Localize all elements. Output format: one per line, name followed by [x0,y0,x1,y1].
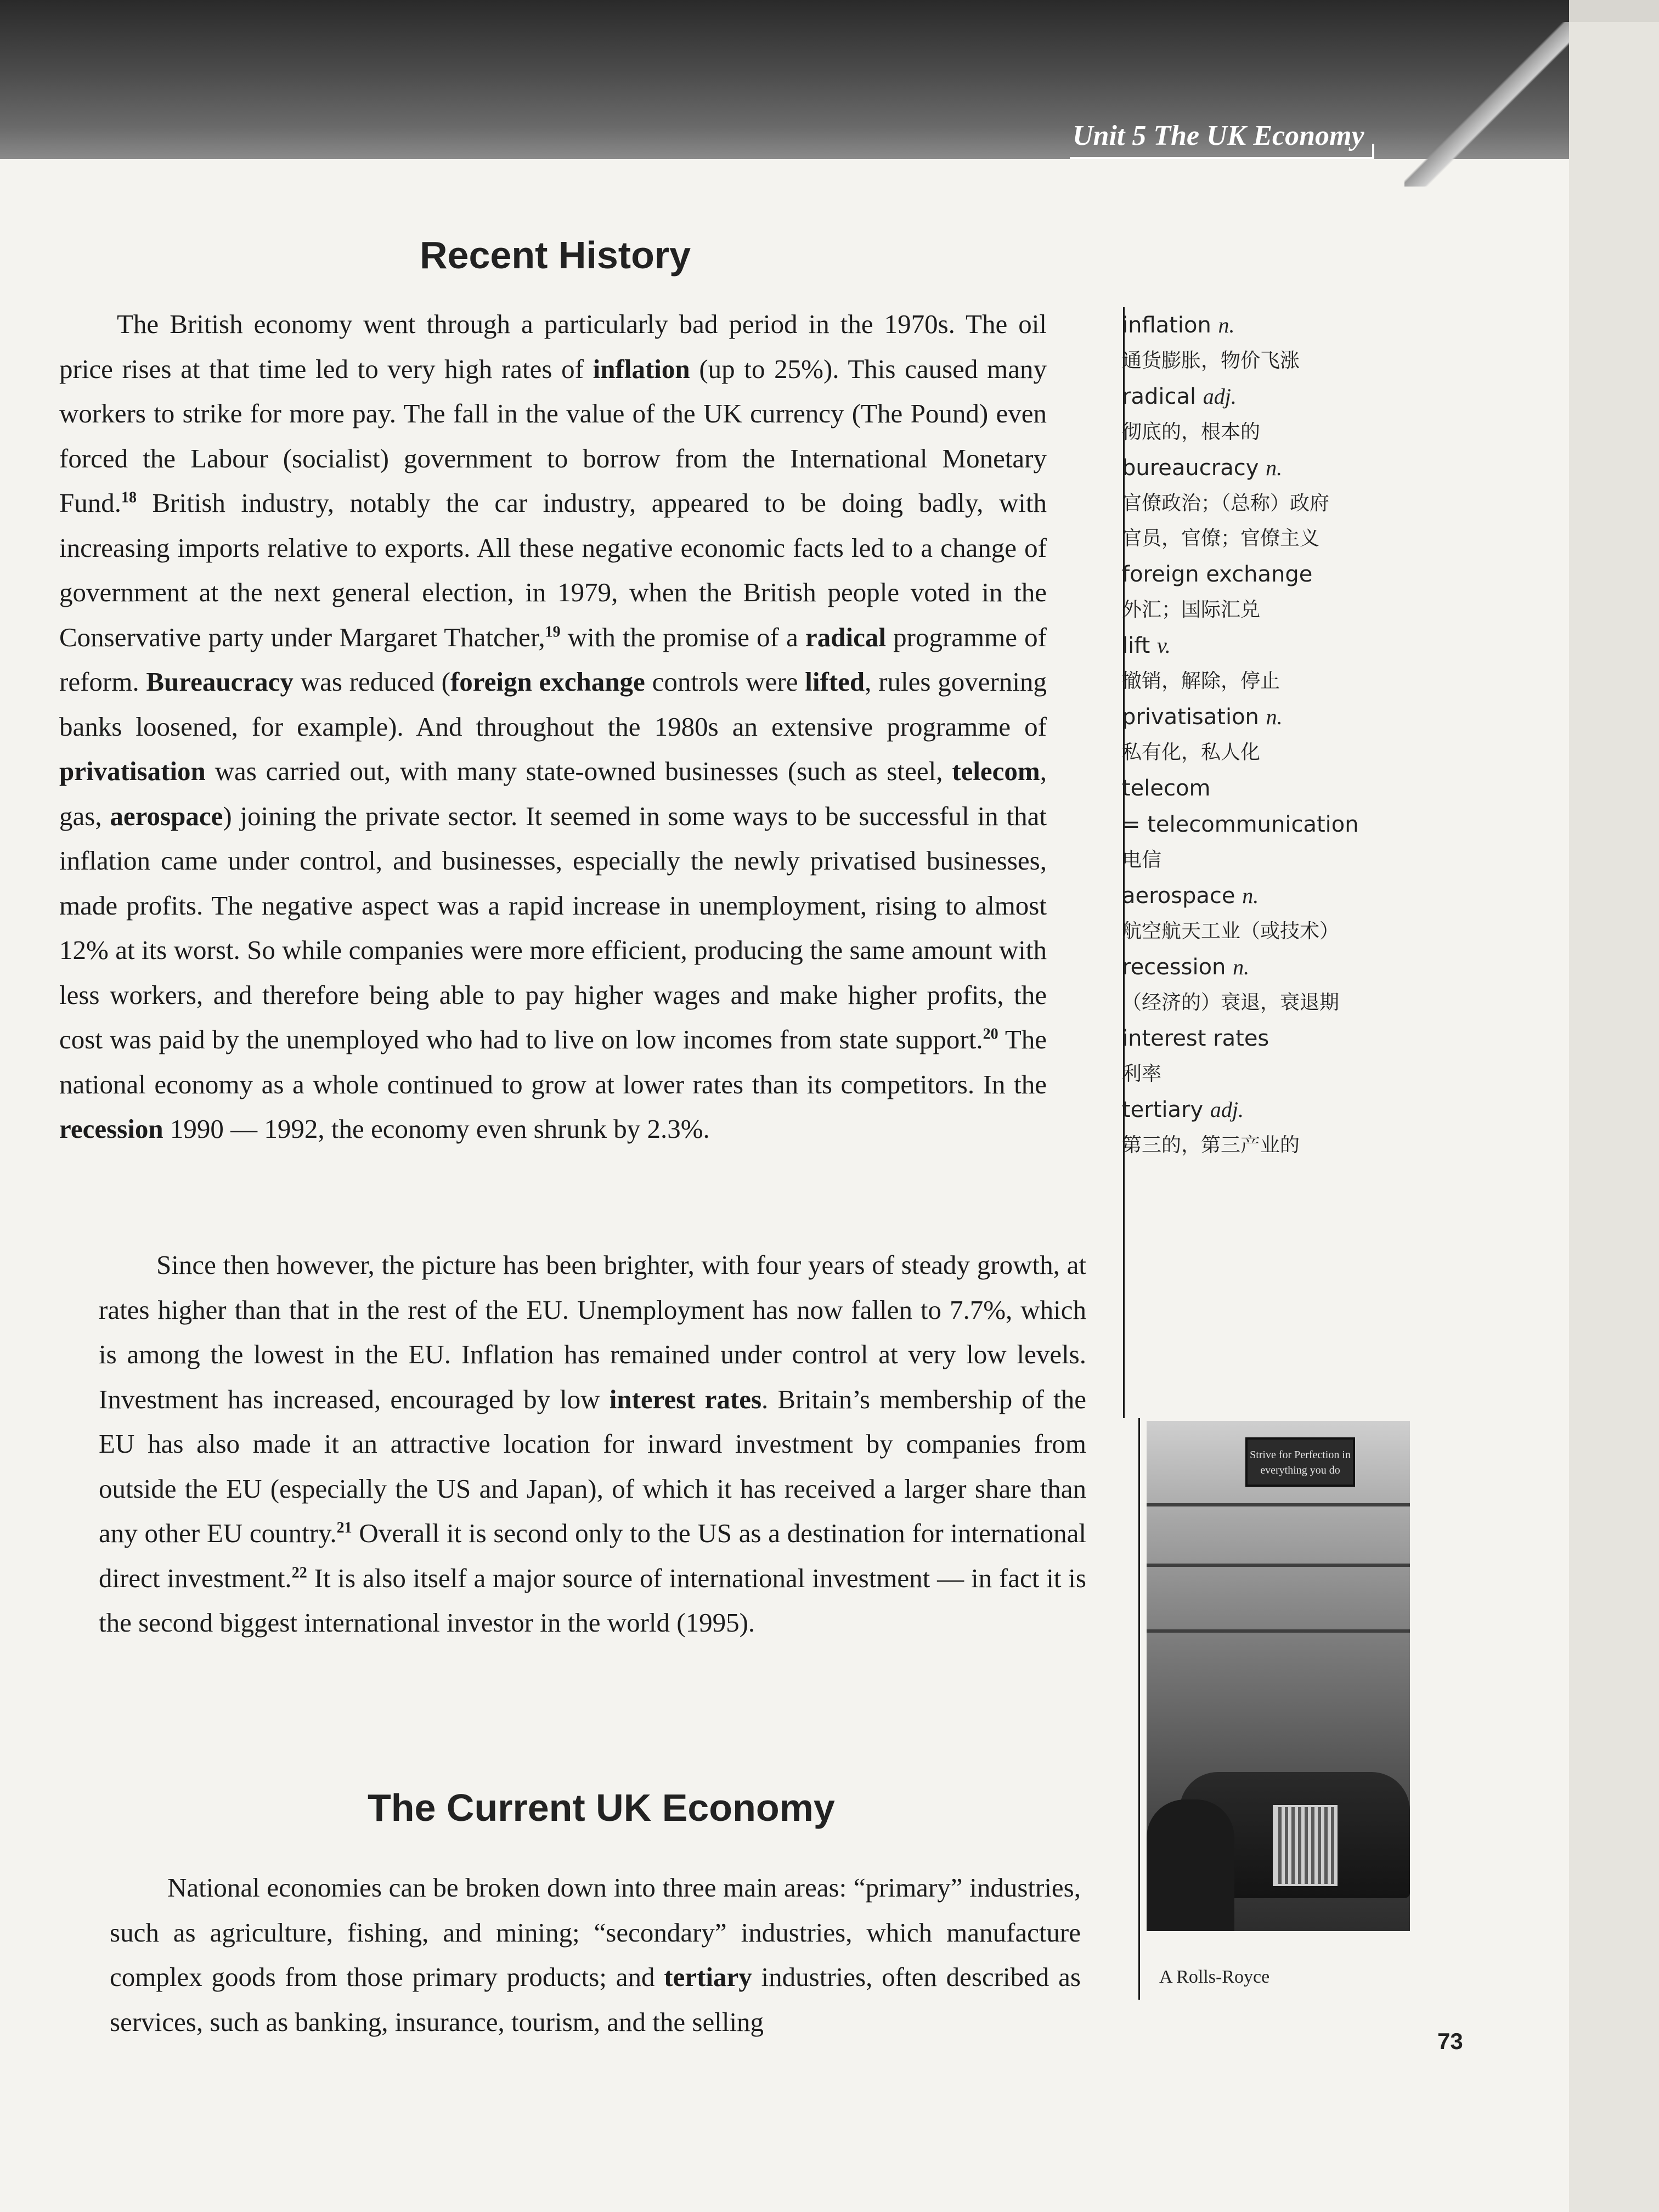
glossary-part-of-speech: n. [1233,955,1250,979]
glossary-translation: 第三的，第三产业的 [1122,1134,1300,1156]
footnote-marker: 20 [983,1025,998,1043]
glossary-translation: 官僚政治；（总称）政府 [1122,492,1330,515]
glossary-part-of-speech: adj. [1203,384,1237,409]
text-run: 1990 — 1992, the economy even shrunk by 2.3%. [163,1114,710,1144]
photo-girder [1147,1564,1410,1567]
glossary-part-of-speech: v. [1157,633,1171,658]
glossary-word: lift [1122,633,1150,658]
text-run: National economies can be broken down into three main areas: “primary” industries, such as agriculture, fishing, and mining; “secondary” industries, which manufacture complex goods from those primary products; and [110,1872,1081,1992]
glossary-part-of-speech: n. [1266,455,1283,480]
rolls-royce-photo [1147,1421,1410,1964]
glossary-word: interest rates [1122,1026,1269,1051]
glossary-entry [1122,770,1429,806]
glossary-translation: 航空航天工业（或技术） [1122,920,1340,943]
car-grille-image [1273,1805,1338,1886]
glossary-entry [1122,699,1429,735]
glossary-term: foreign exchange [450,667,645,697]
glossary-term: Bureaucracy [146,667,294,697]
glossary-entry [1122,379,1429,415]
glossary-translation: 外汇；国际汇兑 [1122,599,1261,621]
text-run: Overall it is second only to the US as a destination for international direct investment. [99,1518,1086,1593]
footnote-marker: 22 [291,1564,307,1582]
footnote-marker: 18 [121,489,137,506]
text-run: The British economy went through a particularly bad period in the 1970s. The oil price rises at that time led to very high rates of [59,309,1047,384]
photo-bottom-border [1147,1931,1410,1964]
photo-girder [1147,1503,1410,1506]
footnote-marker: 19 [545,623,561,641]
glossary-term: privatisation [59,756,206,786]
glossary-entry [1122,878,1429,914]
text-run: industries, often described as services, such as banking, insurance, tourism, and the selling [110,1962,1081,2037]
glossary-term: aerospace [110,800,223,831]
glossary-term: radical [805,622,886,652]
unit-title: Unit 5 The UK Economy [1073,120,1364,151]
unit-title-tick [1372,144,1374,159]
glossary-term: recession [59,1114,163,1144]
glossary-translation: 彻底的，根本的 [1122,421,1261,443]
glossary-entry [1122,1020,1429,1057]
paragraph-current-uk-economy-1 [110,1865,1081,2044]
glossary-part-of-speech: n. [1242,883,1259,908]
photo-girder [1147,1629,1410,1633]
text-run: Since then however, the picture has been brighter, with four years of steady growth, at rates higher than that in the rest of the EU. Unemployment has now fallen to 7.7%, which is among the lowest in the EU. Inflation has remained under control at very low levels. Investment has increased, encouraged by low [99,1250,1086,1414]
glossary-word: aerospace [1122,883,1235,909]
glossary-translation: 撤销，解除，停止 [1122,670,1280,692]
header-slash-decoration [1404,22,1569,187]
text-run: (up to 25%). This caused many workers to strike for more pay. The fall in the value of the UK currency (The Pound) even forced the Labour (socialist) government to borrow from the International Monetary Fund. [59,353,1047,518]
text-run: British industry, notably the car industry, appeared to be doing badly, with increasing imports relative to exports. All these negative economic facts led to a change of government at the next general election, in 1979, when the British people voted in the Conservative party under Margaret Thatcher, [59,488,1047,652]
text-run: It is also itself a major source of international investment — in fact it is the second biggest international investor in the world (1995). [99,1562,1086,1638]
text-run: , rules governing banks loosened, for example). And throughout the 1980s an extensive programme of [59,667,1047,742]
glossary-word: bureaucracy [1122,455,1259,481]
photo-divider [1138,1418,1140,2000]
glossary-word: inflation [1122,313,1211,338]
glossary-entry [1122,628,1429,664]
glossary-entry [1122,307,1429,343]
glossary-translation: 利率 [1122,1063,1162,1085]
photo-caption: A Rolls-Royce [1159,1967,1270,1987]
section-heading-current-uk-economy: The Current UK Economy [368,1786,835,1829]
factory-sign: Strive for Perfection in everything you do [1245,1437,1355,1487]
unit-title-rule [1070,157,1374,159]
text-run: The national economy as a whole continued to grow at lower rates than its competitors. In the [59,1024,1047,1099]
glossary-term: inflation [592,353,690,384]
glossary-entry [1122,1092,1429,1128]
glossary-entry [1122,806,1429,843]
glossary-word: = telecommunication [1122,812,1359,837]
text-run: was carried out, with many state-owned businesses (such as steel, [205,756,952,786]
glossary-word: recession [1122,955,1226,980]
glossary-word: privatisation [1122,704,1259,730]
glossary-part-of-speech: n. [1218,313,1235,337]
glossary-entry [1122,556,1429,592]
glossary-part-of-speech: adj. [1210,1097,1244,1122]
text-run: . Britain’s membership of the EU has also made it an attractive location for inward investment by companies from outside the EU (especially the US and Japan), of which it has received a larger share than any other EU country. [99,1384,1086,1548]
glossary-word: telecom [1122,776,1211,801]
glossary-entry [1122,450,1429,486]
glossary-term: tertiary [664,1962,752,1992]
glossary-sidebar [1122,307,1429,1163]
text-run: ) joining the private sector. It seemed in some ways to be successful in that inflation came under control, and businesses, especially the newly privatised businesses, made profits. The negative aspect was a rapid increase in unemployment, rising to almost 12% at its worst. So while companies were more efficient, producing the same amount with less workers, and therefore being able to pay higher wages and make higher profits, the cost was paid by the unemployed who had to live on low incomes from state support. [59,800,1047,1054]
glossary-word: radical [1122,384,1197,409]
glossary-translation: 通货膨胀，物价飞涨 [1122,349,1300,372]
page-number: 73 [1437,2028,1463,2054]
glossary-translation: 电信 [1122,849,1162,871]
glossary-word: foreign exchange [1122,562,1313,587]
glossary-part-of-speech: n. [1266,704,1283,729]
text-run: programme of reform. [59,622,1047,697]
glossary-word: tertiary [1122,1097,1204,1122]
footnote-marker: 21 [336,1519,352,1537]
glossary-term: telecom [952,756,1040,786]
glossary-term: interest rates [609,1384,762,1414]
glossary-translation: （经济的）衰退，衰退期 [1122,991,1340,1014]
section-heading-recent-history: Recent History [420,234,691,276]
text-run: , gas, [59,756,1047,831]
paragraph-recent-history-2 [99,1243,1086,1645]
glossary-translation: 私有化，私人化 [1122,741,1261,764]
text-run: was reduced ( [293,667,450,697]
glossary-translation: 官员，官僚；官僚主义 [1122,527,1320,550]
glossary-term: lifted [805,667,865,697]
glossary-entry [1122,949,1429,985]
paragraph-recent-history-1 [59,302,1047,1152]
text-run: controls were [645,667,805,697]
text-run: with the promise of a [560,622,805,652]
